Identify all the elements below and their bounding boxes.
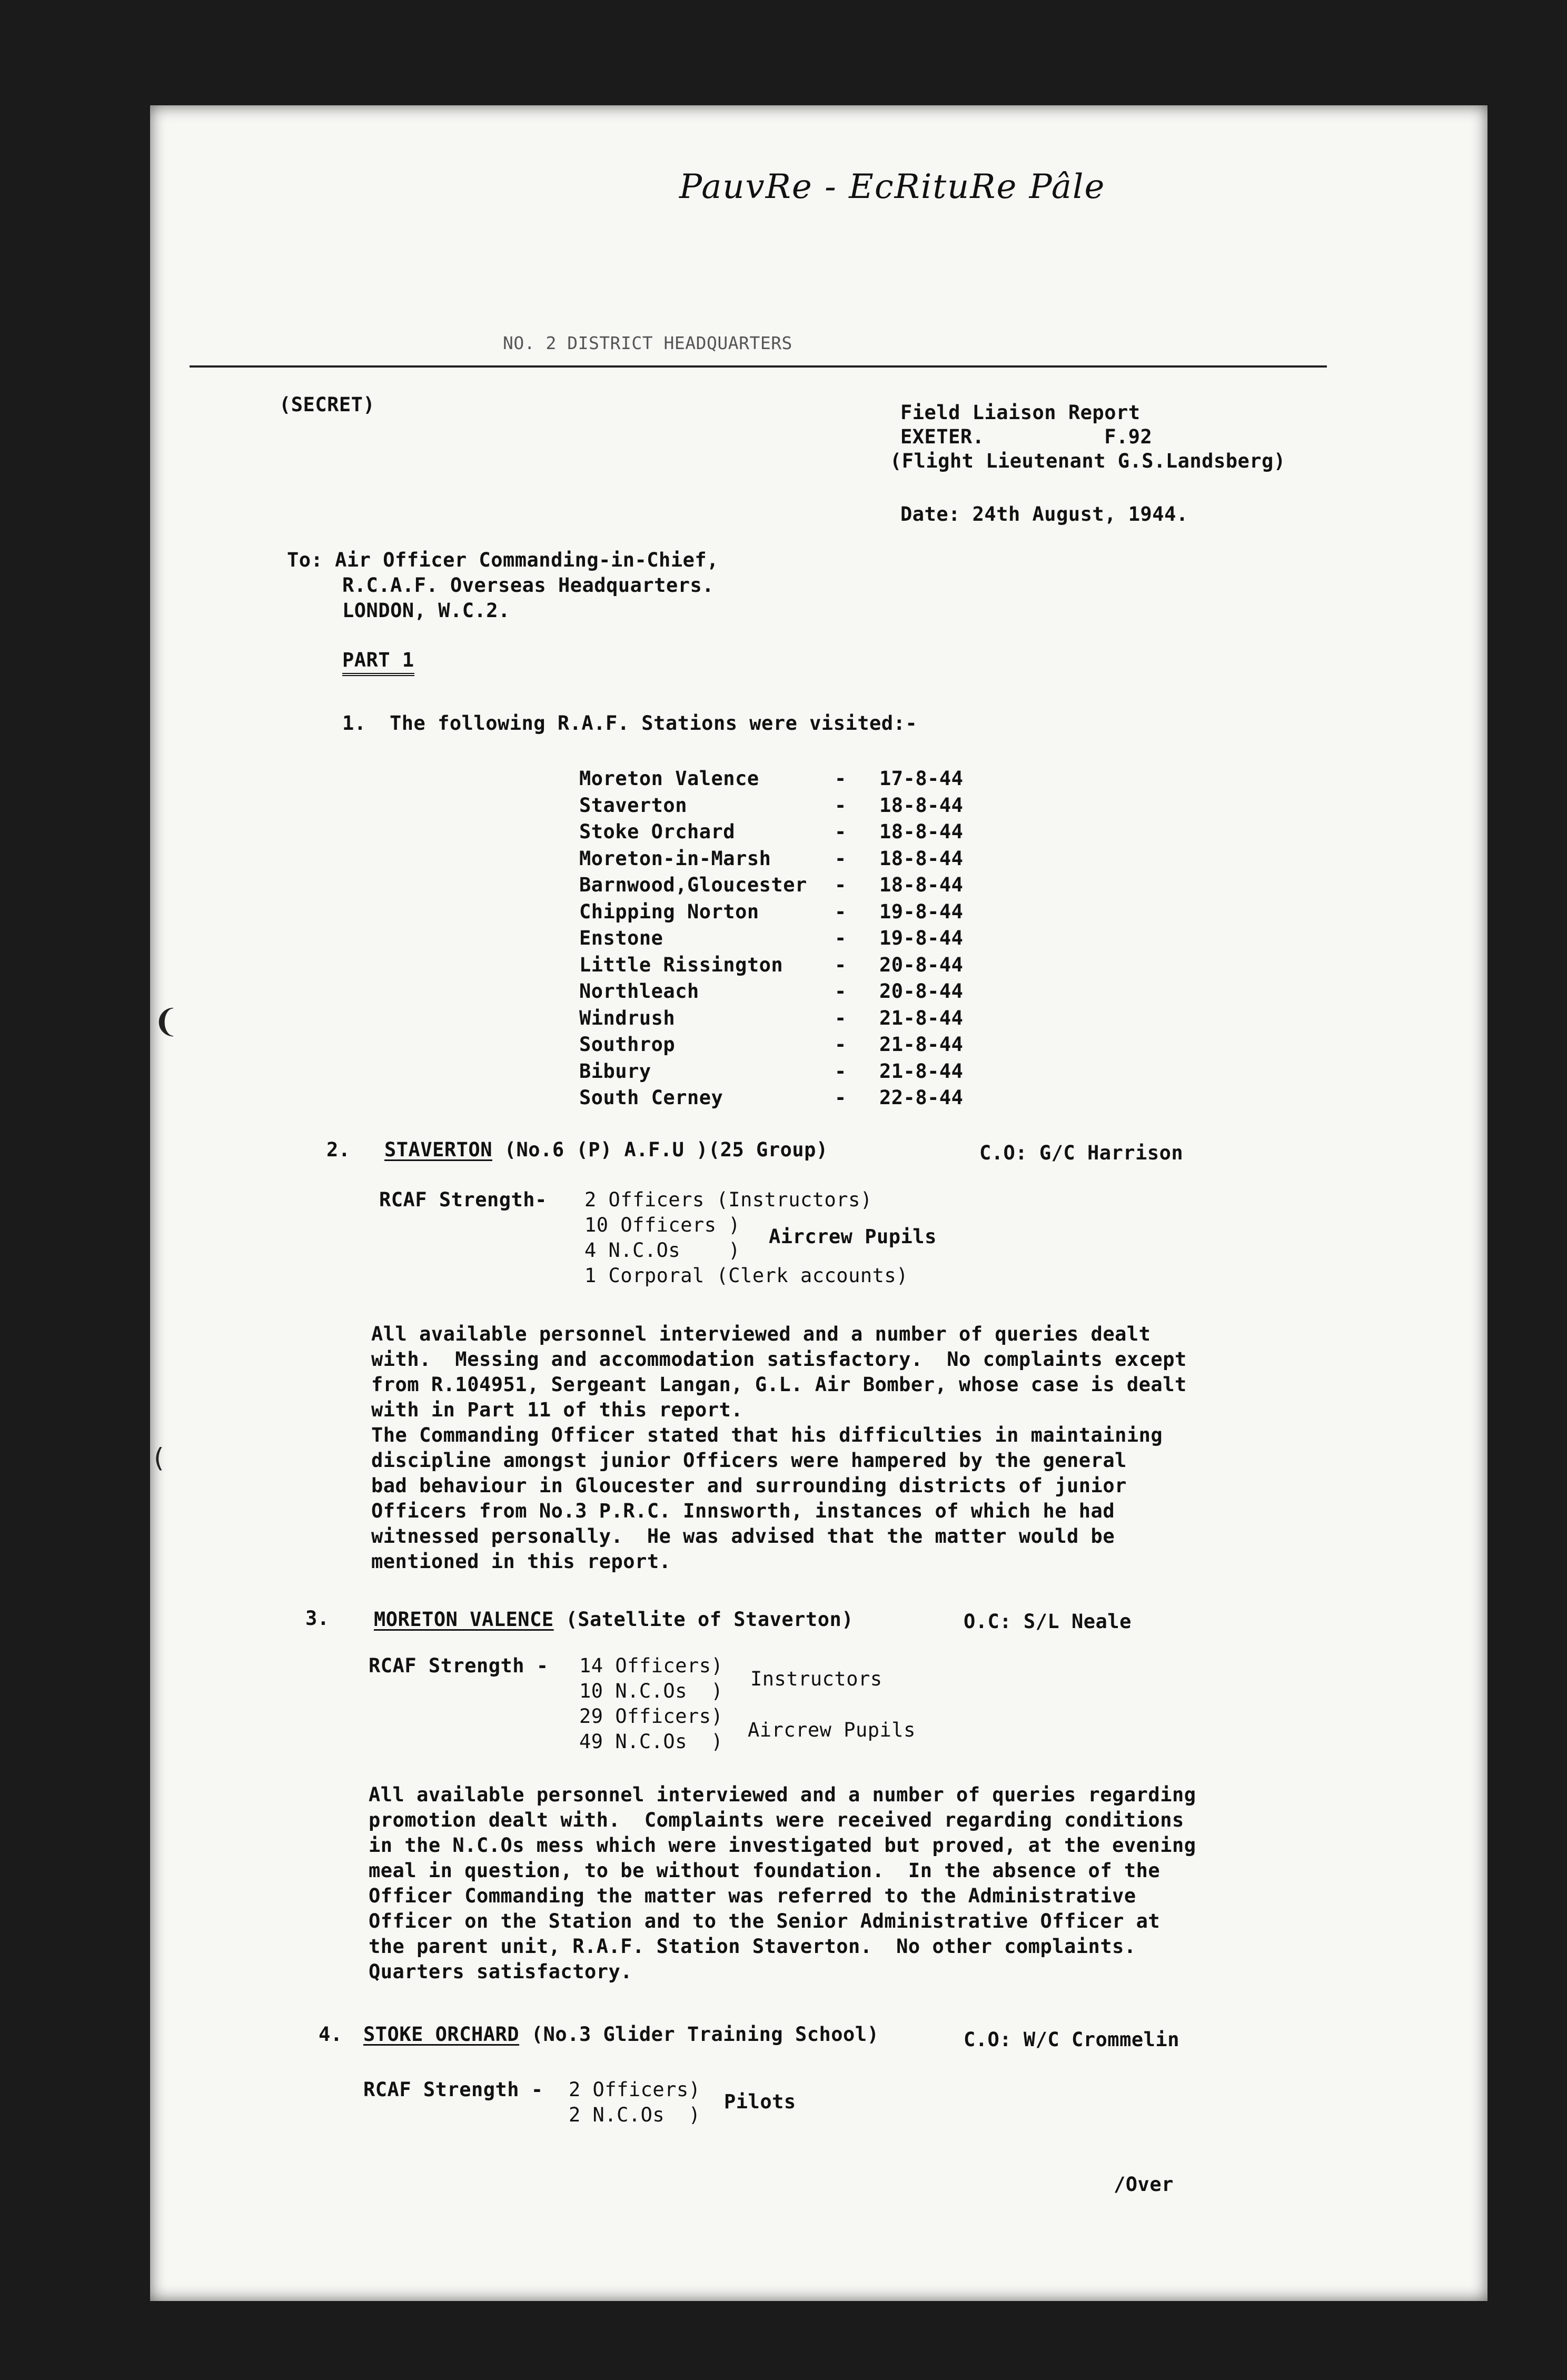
station-name: Staverton bbox=[579, 794, 687, 817]
section-2-strength-line: 1 Corporal (Clerk accounts) bbox=[584, 1264, 908, 1287]
paragraph-line: meal in question, to be without foundation. In the absence of the bbox=[369, 1859, 1161, 1882]
station-name: Moreton-in-Marsh bbox=[579, 847, 771, 870]
header-title: NO. 2 DISTRICT HEADQUARTERS bbox=[503, 333, 792, 353]
station-dash: - bbox=[835, 767, 847, 790]
officer-name: (Flight Lieutenant G.S.Landsberg) bbox=[890, 450, 1286, 472]
section-2-unit: (No.6 (P) A.F.U )(25 Group) bbox=[492, 1138, 828, 1161]
section-2-strength-line: 2 Officers (Instructors) bbox=[584, 1188, 872, 1211]
section-4-strength-label: RCAF Strength - bbox=[363, 2078, 543, 2101]
section-2-strength-line: 10 Officers ) bbox=[584, 1214, 741, 1236]
classification: (SECRET) bbox=[279, 393, 375, 416]
station-name: South Cerney bbox=[579, 1086, 723, 1109]
section-2-number: 2. bbox=[326, 1138, 351, 1161]
paragraph-line: Officer Commanding the matter was referred to the Administrative bbox=[369, 1885, 1136, 1907]
paragraph-line: Quarters satisfactory. bbox=[369, 1960, 633, 1983]
section-3-strength-label: RCAF Strength - bbox=[369, 1654, 549, 1677]
section-4-unit: (No.3 Glider Training School) bbox=[519, 2023, 879, 2046]
station-row bbox=[579, 872, 1000, 899]
station-name: Bibury bbox=[579, 1059, 651, 1083]
station-dash: - bbox=[835, 874, 847, 896]
paragraph-line: Officers from No.3 P.R.C. Innsworth, instances of which he had bbox=[371, 1500, 1115, 1522]
station-date: 17-8-44 bbox=[879, 767, 964, 790]
paragraph-line: the parent unit, R.A.F. Station Staverton. No other complaints. bbox=[369, 1935, 1136, 1958]
station-row bbox=[579, 819, 1000, 846]
section-3-pupils-label: Aircrew Pupils bbox=[748, 1719, 916, 1741]
station-date: 21-8-44 bbox=[879, 1033, 964, 1056]
section-3-station: MORETON VALENCE bbox=[374, 1608, 554, 1631]
section-2-station: STAVERTON bbox=[384, 1138, 492, 1161]
station-name: Windrush bbox=[579, 1006, 676, 1029]
section-4-heading bbox=[363, 2022, 879, 2047]
to-line-3: LONDON, W.C.2. bbox=[342, 599, 510, 622]
margin-mark: ❨ bbox=[153, 1003, 180, 1040]
station-dash: - bbox=[835, 900, 847, 923]
section-3-strength-line: 10 N.C.Os ) bbox=[579, 1680, 723, 1702]
station-date: 21-8-44 bbox=[879, 1059, 964, 1083]
station-name: Southrop bbox=[579, 1033, 676, 1056]
station-row bbox=[579, 766, 1000, 793]
section-3-heading bbox=[374, 1607, 854, 1632]
station-date: 20-8-44 bbox=[879, 953, 964, 976]
section-2-co: C.O: G/C Harrison bbox=[979, 1142, 1184, 1164]
paragraph-line: discipline amongst junior Officers were hampered by the general bbox=[371, 1449, 1127, 1472]
station-name: Chipping Norton bbox=[579, 900, 759, 923]
station-dash: - bbox=[835, 1033, 847, 1056]
report-type: Field Liaison Report bbox=[900, 401, 1140, 424]
station-dash: - bbox=[835, 927, 847, 949]
section-3-strength-line: 49 N.C.Os ) bbox=[579, 1730, 723, 1753]
paragraph-line: Officer on the Station and to the Senior Administrative Officer at bbox=[369, 1910, 1161, 1932]
station-date: 21-8-44 bbox=[879, 1006, 964, 1029]
station-date: 20-8-44 bbox=[879, 980, 964, 1003]
section-4-strength-line: 2 Officers) bbox=[569, 2078, 701, 2101]
section-2-strength-line: 4 N.C.Os ) bbox=[584, 1239, 741, 1262]
station-name: Moreton Valence bbox=[579, 767, 759, 790]
section-3-number: 3. bbox=[305, 1607, 330, 1630]
station-row bbox=[579, 899, 1000, 926]
report-date: Date: 24th August, 1944. bbox=[900, 503, 1188, 525]
section-2-strength-label: RCAF Strength- bbox=[379, 1188, 547, 1211]
station-dash: - bbox=[835, 820, 847, 843]
station-name: Stoke Orchard bbox=[579, 820, 736, 843]
section-2-heading bbox=[384, 1137, 828, 1163]
station-dash: - bbox=[835, 953, 847, 976]
paragraph-line: with. Messing and accommodation satisfactory. No complaints except bbox=[371, 1348, 1187, 1371]
section-4-number: 4. bbox=[319, 2023, 343, 2046]
station-row bbox=[579, 1032, 1000, 1059]
station-dash: - bbox=[835, 1006, 847, 1029]
section-3-co: O.C: S/L Neale bbox=[964, 1610, 1132, 1633]
station-date: 18-8-44 bbox=[879, 847, 964, 870]
section-4-pilots-label: Pilots bbox=[724, 2090, 796, 2113]
paragraph-line: from R.104951, Sergeant Langan, G.L. Air Bomber, whose case is dealt bbox=[371, 1373, 1187, 1396]
margin-mark: ( bbox=[154, 1443, 164, 1473]
paragraph-line: in the N.C.Os mess which were investigated but proved, at the evening bbox=[369, 1834, 1196, 1857]
paragraph-line: promotion dealt with. Complaints were received regarding conditions bbox=[369, 1809, 1184, 1831]
paragraph-line: with in Part 11 of this report. bbox=[371, 1399, 743, 1421]
paragraph-line: The Commanding Officer stated that his difficulties in maintaining bbox=[371, 1424, 1163, 1446]
station-date: 19-8-44 bbox=[879, 927, 964, 949]
station-date: 18-8-44 bbox=[879, 794, 964, 817]
station-row bbox=[579, 1085, 1000, 1112]
page-continuation: /Over bbox=[1114, 2173, 1174, 2196]
section-4-strength-line: 2 N.C.Os ) bbox=[569, 2104, 701, 2126]
section-1-intro: The following R.A.F. Stations were visited:- bbox=[390, 712, 918, 735]
station-name: Enstone bbox=[579, 927, 663, 949]
paragraph-line: All available personnel interviewed and a number of queries regarding bbox=[369, 1783, 1196, 1806]
station-row bbox=[579, 1006, 1000, 1033]
station-name: Northleach bbox=[579, 980, 699, 1003]
to-line-1: To: Air Officer Commanding-in-Chief, bbox=[287, 549, 719, 571]
part-heading: PART 1 bbox=[342, 648, 414, 676]
to-line-2: R.C.A.F. Overseas Headquarters. bbox=[342, 574, 715, 597]
section-1-number: 1. bbox=[342, 712, 366, 735]
section-3-unit: (Satellite of Staverton) bbox=[553, 1608, 854, 1631]
header-rule bbox=[190, 365, 1327, 368]
station-date: 22-8-44 bbox=[879, 1086, 964, 1109]
station-dash: - bbox=[835, 980, 847, 1003]
paragraph-line: bad behaviour in Gloucester and surrounding districts of junior bbox=[371, 1474, 1127, 1497]
station-dash: - bbox=[835, 1059, 847, 1083]
paragraph-line: All available personnel interviewed and a number of queries dealt bbox=[371, 1323, 1151, 1345]
station-row bbox=[579, 979, 1000, 1006]
station-date: 19-8-44 bbox=[879, 900, 964, 923]
station-dash: - bbox=[835, 1086, 847, 1109]
station-row bbox=[579, 926, 1000, 953]
station-date: 18-8-44 bbox=[879, 820, 964, 843]
handwritten-note: PauvRe - EcRituRe Pâle bbox=[679, 167, 1106, 206]
station-name: Little Rissington bbox=[579, 953, 783, 976]
section-4-co: C.O: W/C Crommelin bbox=[964, 2028, 1179, 2051]
section-2-pupils-label: Aircrew Pupils bbox=[769, 1225, 937, 1248]
station-row bbox=[579, 793, 1000, 820]
station-dash: - bbox=[835, 794, 847, 817]
station-row bbox=[579, 1059, 1000, 1086]
station-row bbox=[579, 846, 1000, 873]
section-4-station: STOKE ORCHARD bbox=[363, 2023, 520, 2046]
paragraph-line: witnessed personally. He was advised that the matter would be bbox=[371, 1525, 1115, 1548]
station-row bbox=[579, 953, 1000, 979]
section-3-instructors-label: Instructors bbox=[750, 1668, 882, 1690]
section-3-strength-line: 14 Officers) bbox=[579, 1654, 723, 1677]
paragraph-line: mentioned in this report. bbox=[371, 1550, 671, 1573]
station-date: 18-8-44 bbox=[879, 874, 964, 896]
station-name: Barnwood,Gloucester bbox=[579, 874, 807, 896]
station-ref: EXETER. F.92 bbox=[900, 425, 1153, 448]
station-dash: - bbox=[835, 847, 847, 870]
section-3-strength-line: 29 Officers) bbox=[579, 1705, 723, 1728]
